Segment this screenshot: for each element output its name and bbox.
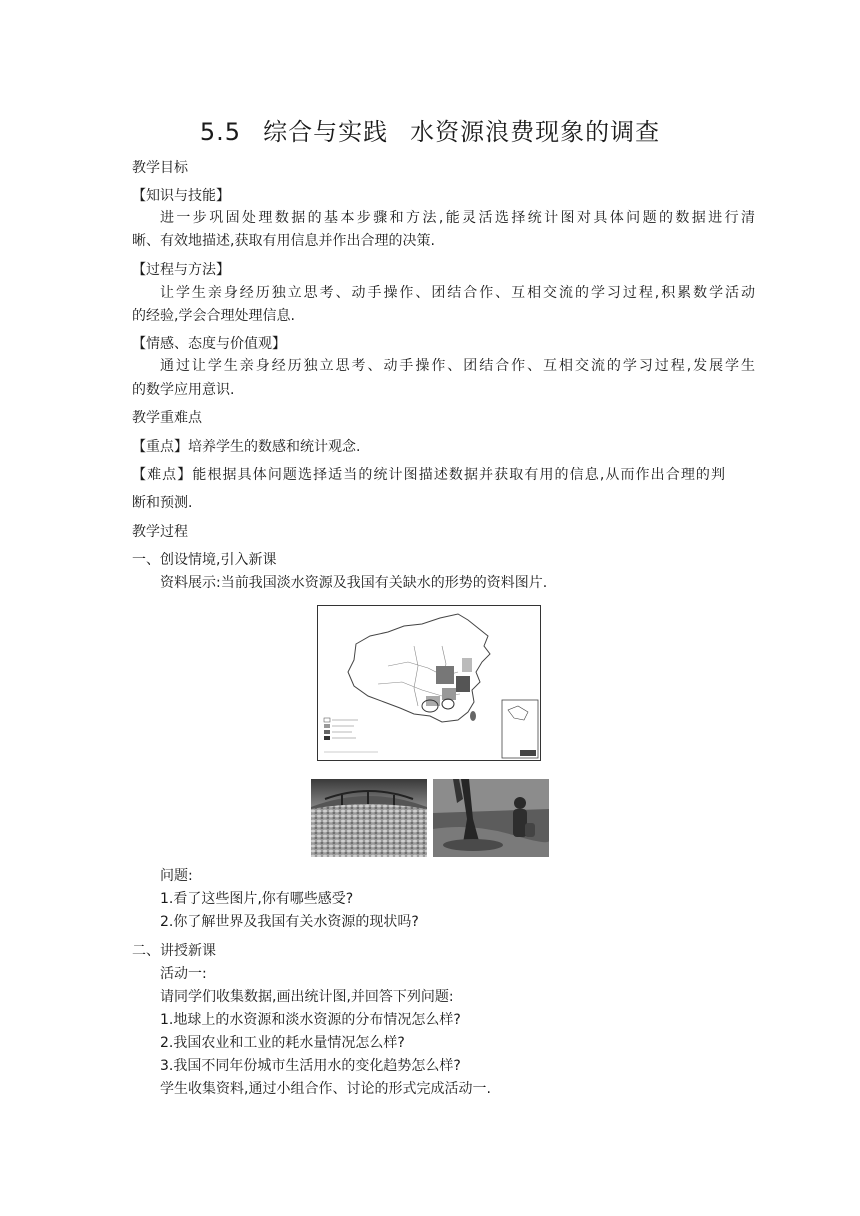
- step-2-heading: 二、讲授新课: [132, 943, 216, 959]
- paragraph-knowledge-1: 进一步巩固处理数据的基本步骤和方法,能灵活选择统计图对具体问题的数据进行清: [160, 210, 755, 226]
- difficult-point-1: 【难点】能根据具体问题选择适当的统计图描述数据并获取有用的信息,从而作出合理的判: [132, 467, 725, 483]
- question-2: 2.你了解世界及我国有关水资源的现状吗?: [160, 914, 419, 930]
- activity-1-question-1: 1.地球上的水资源和淡水资源的分布情况怎么样?: [160, 1012, 461, 1028]
- dry-riverbed-photo: [311, 779, 427, 857]
- title-part2: 水资源浪费现象的调查: [410, 118, 661, 146]
- paragraph-knowledge-2: 晰、有效地描述,获取有用信息并作出合理的决策.: [132, 233, 435, 249]
- paragraph-emotion-1: 通过让学生亲身经历独立思考、动手操作、团结合作、互相交流的学习过程,发展学生: [160, 358, 755, 374]
- paragraph-process-1: 让学生亲身经历独立思考、动手操作、团结合作、互相交流的学习过程,积累数学活动: [160, 285, 755, 301]
- paragraph-emotion-2: 的数学应用意识.: [132, 382, 235, 398]
- key-point: 【重点】培养学生的数感和统计观念.: [132, 439, 361, 455]
- dry-riverbed-drawing: [311, 779, 427, 857]
- question-label: 问题:: [160, 868, 193, 884]
- activity-1-instruction: 请同学们收集数据,画出统计图,并回答下列问题:: [160, 989, 454, 1005]
- heading-knowledge: 【知识与技能】: [132, 188, 230, 204]
- step-1-heading: 一、创设情境,引入新课: [132, 552, 277, 568]
- activity-1-label: 活动一:: [160, 966, 207, 982]
- heading-process: 【过程与方法】: [132, 262, 230, 278]
- section-goals: 教学目标: [132, 160, 188, 176]
- drought-tree-drawing: [433, 779, 549, 857]
- china-water-map-image: [317, 605, 541, 761]
- page-title: [0, 112, 860, 147]
- activity-1-question-2: 2.我国农业和工业的耗水量情况怎么样?: [160, 1035, 405, 1051]
- activity-1-conclusion: 学生收集资料,通过小组合作、讨论的形式完成活动一.: [160, 1081, 491, 1097]
- title-part1: 综合与实践: [263, 118, 389, 146]
- title-number: 5.5: [199, 118, 242, 146]
- section-process: 教学过程: [132, 524, 188, 540]
- step-1-text: 资料展示:当前我国淡水资源及我国有关缺水的形势的资料图片.: [160, 575, 548, 591]
- paragraph-process-2: 的经验,学会合理处理信息.: [132, 308, 295, 324]
- china-map-drawing: [318, 606, 540, 760]
- question-1: 1.看了这些图片,你有哪些感受?: [160, 891, 354, 907]
- difficult-point-2: 断和预测.: [132, 495, 193, 511]
- heading-emotion: 【情感、态度与价值观】: [132, 336, 286, 352]
- section-key-points: 教学重难点: [132, 410, 202, 426]
- activity-1-question-3: 3.我国不同年份城市生活用水的变化趋势怎么样?: [160, 1058, 461, 1074]
- drought-tree-photo: [433, 779, 549, 857]
